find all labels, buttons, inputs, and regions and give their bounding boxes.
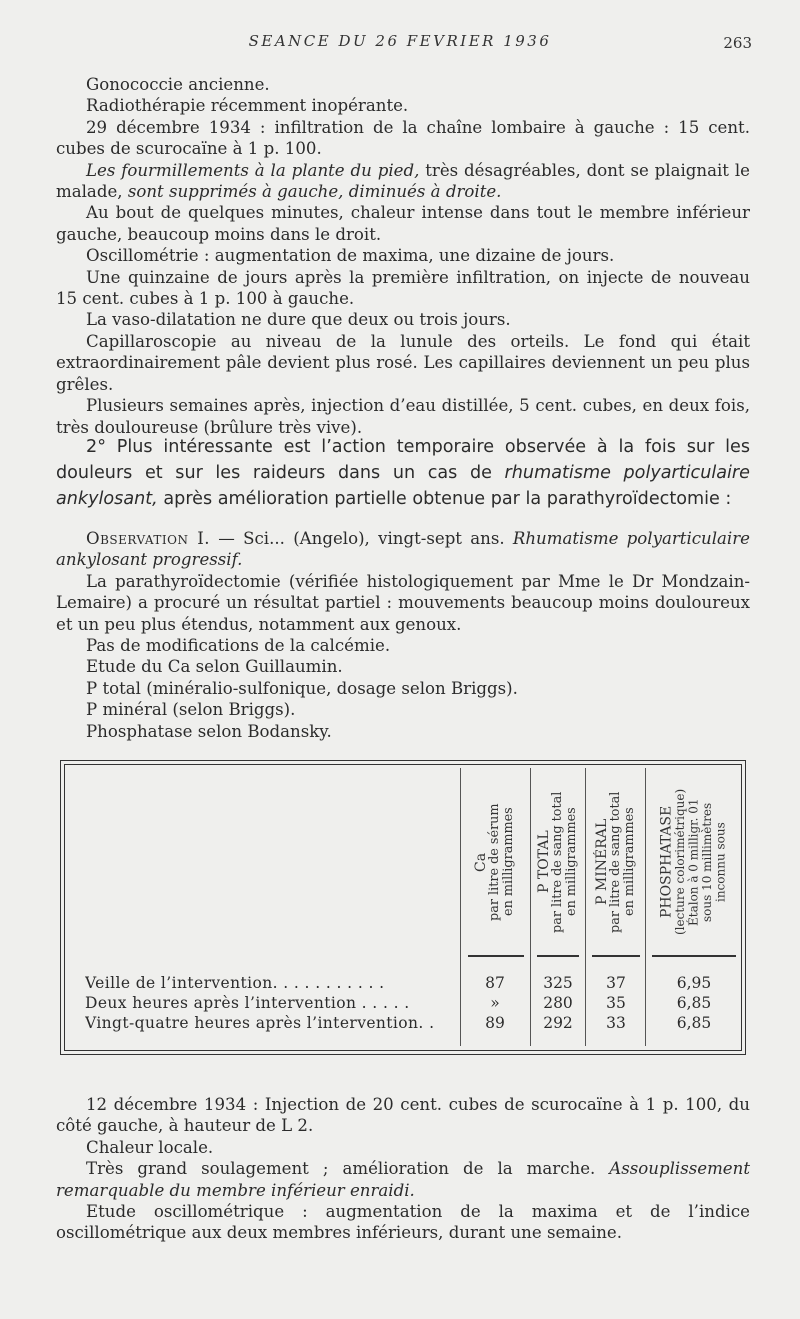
column-header-ca: Ca par litre de sérum en milligrammes (473, 803, 516, 921)
running-title: SEANCE DU 26 FEVRIER 1936 (248, 32, 552, 50)
paragraph: 29 décembre 1934 : infiltration de la chaîne lombaire à gauche : 15 cent. cubes de scurocaïne à 1 p. 100. (56, 117, 750, 159)
table-row-label: Deux heures après l’intervention . . . . . (85, 994, 410, 1012)
table-cell: 35 (606, 994, 626, 1012)
table-row-label: Vingt-quatre heures après l’intervention. . (85, 1014, 435, 1032)
follow-up-block (56, 1094, 750, 1244)
column-divider (585, 768, 586, 1046)
paragraph: Au bout de quelques minutes, chaleur intense dans tout le membre inférieur gauche, beaucoup moins dans le droit. (56, 203, 750, 244)
paragraph: Oscillométrie : augmentation de maxima, une dizaine de jours. (86, 246, 615, 266)
text: Très grand soulagement ; amélioration de la marche. (86, 1159, 610, 1179)
paragraph: Chaleur locale. (86, 1137, 214, 1157)
observation-heading (56, 528, 750, 571)
text: — Sci... (Angelo), vingt-sept ans. (210, 529, 513, 548)
table-cell: 87 (485, 974, 505, 992)
text: 2° Plus intéressante est l’action temporaire observée à la fois sur les douleurs et sur les raideurs dans un cas de (56, 437, 750, 483)
paragraph: 12 décembre 1934 : Injection de 20 cent. cubes de scurocaïne à 1 p. 100, du côté gauche, à hauteur de L 2. (56, 1095, 750, 1136)
table-cell: 33 (606, 1014, 626, 1032)
paragraph: Plusieurs semaines après, injection d’eau distillée, 5 cent. cubes, en deux fois, très douloureuse (brûlure très vive). (56, 396, 750, 437)
header-rule (468, 955, 524, 957)
table-cell: 6,85 (676, 994, 712, 1012)
italic-text: Rhumatisme polyarticulaire ankylosant progressif. (56, 529, 750, 570)
paragraph: Une quinzaine de jours après la première infiltration, on injecte de nouveau 15 cent. cubes à 1 p. 100 à gauche. (56, 267, 750, 309)
observation-block (56, 528, 750, 742)
paragraph: Radiothérapie récemment inopérante. (86, 96, 409, 116)
header-rule (652, 955, 736, 957)
paragraph: Phosphatase selon Bodansky. (86, 721, 332, 741)
table-cell: 89 (485, 1014, 505, 1032)
table-cell: 6,95 (676, 974, 712, 992)
table-cell: 292 (543, 1014, 573, 1032)
paragraph: La vaso-dilatation ne dure que deux ou trois jours. (86, 310, 511, 330)
italic-text: Les fourmillements à la plante du pied, (86, 160, 420, 180)
paragraph: La parathyroïdectomie (vérifiée histologiquement par Mme le Dr Mondzain-Lemaire) a procuré un résultat partiel : mouvements beaucoup moins douloureux et un peu plus étendus, notamment aux genoux. (56, 571, 750, 634)
table-cell: 6,85 (676, 1014, 712, 1032)
table-cell: 37 (606, 974, 626, 992)
column-header-p-mineral: P MINÉRAL par litre de sang total en milligrammes (594, 791, 637, 933)
table-cell: 325 (543, 974, 573, 992)
text: après amélioration partielle obtenue par la parathyroïdectomie : (157, 489, 732, 509)
header-rule (592, 955, 640, 957)
paragraph: Etude du Ca selon Guillaumin. (86, 657, 343, 677)
paragraph: P total (minéralio-sulfonique, dosage selon Briggs). (86, 678, 518, 698)
italic-text: Assouplissement remarquable du membre inférieur enraidi. (56, 1159, 750, 1200)
case-notes-block (56, 74, 750, 438)
paragraph: Gonococcie ancienne. (86, 75, 270, 94)
italic-text: rhumatisme polyarticulaire ankylosant, (56, 463, 750, 509)
text: très désagréables, dont se plaignait le malade, (56, 160, 750, 202)
table-row-label: Veille de l’intervention. . . . . . . . . . . (85, 974, 385, 992)
page-number: 263 (723, 34, 752, 52)
italic-paragraph (56, 160, 750, 203)
header-rule (537, 955, 579, 957)
paragraph (56, 1158, 750, 1201)
column-divider (460, 768, 461, 1046)
section-2-intro (56, 434, 750, 512)
observation-label: Observation I. (86, 529, 211, 548)
paragraph: P minéral (selon Briggs). (86, 700, 296, 720)
column-header-phosphatase: PHOSPHATASE (lecture colorimétrique) Étalon à 0 milligr. 01 sous 10 millimètres inconnu sous (658, 788, 728, 936)
paragraph: Capillaroscopie au niveau de la lunule des orteils. Le fond qui était extraordinairement pâle devient plus rosé. Les capillaires deviennent un peu plus grêles. (56, 331, 750, 394)
table-cell: 280 (543, 994, 573, 1012)
italic-text: sont supprimés à gauche, diminués à droite. (127, 182, 502, 202)
column-header-p-total: P TOTAL par litre de sang total en milligrammes (536, 791, 579, 933)
column-divider (645, 768, 646, 1046)
paragraph: Pas de modifications de la calcémie. (86, 636, 391, 656)
paragraph: Etude oscillométrique : augmentation de la maxima et de l’indice oscillométrique aux deux membres inférieurs, durant une semaine. (56, 1202, 750, 1243)
table-cell: » (490, 994, 500, 1012)
